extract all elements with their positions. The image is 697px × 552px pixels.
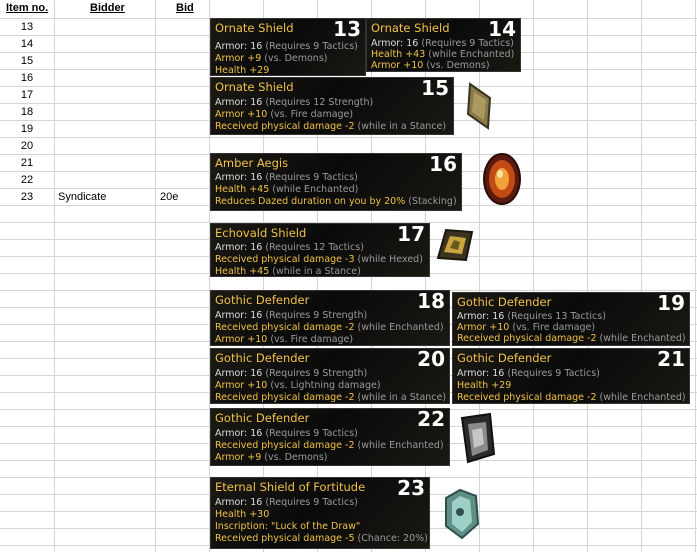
item-card-21[interactable] — [452, 348, 690, 404]
cell-item-no[interactable]: 14 — [20, 38, 34, 50]
item-number: 14 — [488, 18, 516, 41]
stat-condition: (while Enchanted) — [428, 49, 515, 60]
stat-modifier: Received physical damage -2 — [215, 121, 358, 132]
stat-condition: (while Enchanted) — [599, 392, 686, 403]
stat-requirement: (Requires 9 Tactics) — [265, 497, 358, 508]
header-bidder[interactable]: Bidder — [90, 2, 125, 14]
stat-requirement: (Requires 13 Tactics) — [507, 311, 606, 322]
stat-armor: Armor: 16 — [457, 311, 508, 322]
stat-modifier: Received physical damage -2 — [215, 392, 358, 403]
item-card-19[interactable] — [452, 292, 690, 346]
grid-line — [533, 0, 534, 552]
item-card-13[interactable] — [210, 18, 366, 76]
stat-modifier: Armor +10 — [457, 322, 513, 333]
cell-item-no[interactable]: 16 — [20, 72, 34, 84]
stat-inscription: Inscription: "Luck of the Draw" — [215, 521, 361, 532]
stat-condition: (while in a Stance) — [272, 266, 361, 277]
stat-requirement: (Requires 9 Strength) — [265, 368, 368, 379]
cell-item-no[interactable]: 19 — [20, 123, 34, 135]
stat-condition: (while Enchanted) — [357, 322, 444, 333]
item-card-23[interactable] — [210, 477, 430, 549]
stat-condition: (while Enchanted) — [272, 184, 359, 195]
item-number: 16 — [429, 153, 457, 176]
grid-line — [695, 0, 696, 552]
stat-modifier: Received physical damage -2 — [215, 322, 358, 333]
item-number: 18 — [417, 290, 445, 313]
cell-bidder[interactable]: Syndicate — [58, 191, 107, 203]
stat-modifier: Received physical damage -5 — [215, 533, 358, 544]
item-number: 21 — [657, 348, 685, 371]
cell-item-no[interactable]: 13 — [20, 21, 34, 33]
stat-condition: (Chance: 20%) — [357, 533, 428, 544]
item-title: Ornate Shield — [215, 21, 294, 35]
stat-requirement: (Requires 12 Strength) — [265, 97, 374, 108]
cell-item-no[interactable]: 18 — [20, 106, 34, 118]
cell-item-no[interactable]: 15 — [20, 55, 34, 67]
item-number: 23 — [397, 477, 425, 500]
header-item-no[interactable]: Item no. — [6, 2, 49, 14]
eternal-shield-icon[interactable] — [440, 486, 482, 542]
echovald-shield-icon[interactable] — [432, 222, 478, 268]
stat-modifier: Received physical damage -2 — [215, 440, 358, 451]
stat-condition: (vs. Demons) — [264, 53, 328, 64]
item-number: 17 — [397, 223, 425, 246]
item-title: Gothic Defender — [457, 295, 552, 309]
stat-armor: Armor: 16 — [215, 41, 266, 52]
stat-condition: (vs. Fire damage) — [512, 322, 596, 333]
stat-condition: (while in a Stance) — [357, 392, 447, 403]
item-title: Eternal Shield of Fortitude — [215, 480, 366, 494]
stat-armor: Armor: 16 — [457, 368, 508, 379]
item-number: 22 — [417, 408, 445, 431]
stat-requirement: (Requires 9 Tactics) — [507, 368, 600, 379]
stat-modifier: Reduces Dazed duration on you by 20% — [215, 196, 409, 207]
grid-line — [155, 0, 156, 552]
stat-modifier: Received physical damage -2 — [457, 333, 600, 344]
stat-modifier: Health +45 — [215, 184, 273, 195]
stat-armor: Armor: 16 — [371, 38, 422, 49]
stat-condition: (vs. Demons) — [426, 60, 490, 71]
stat-requirement: (Requires 9 Tactics) — [265, 41, 358, 52]
stat-armor: Armor: 16 — [215, 368, 266, 379]
item-card-15[interactable] — [210, 77, 454, 135]
stat-condition: (while in a Stance) — [357, 121, 447, 132]
cell-item-no[interactable]: 22 — [20, 174, 34, 186]
stat-modifier: Health +43 — [371, 49, 429, 60]
item-card-14[interactable] — [366, 18, 521, 72]
item-title: Echovald Shield — [215, 226, 307, 240]
header-bid[interactable]: Bid — [176, 2, 194, 14]
stat-armor: Armor: 16 — [215, 310, 266, 321]
stat-condition: (vs. Demons) — [264, 452, 328, 463]
item-card-17[interactable] — [210, 223, 430, 277]
stat-condition: (while Hexed) — [357, 254, 423, 265]
stat-condition: (vs. Fire damage) — [270, 334, 354, 345]
item-title: Gothic Defender — [215, 351, 310, 365]
cell-item-no[interactable]: 21 — [20, 157, 34, 169]
item-title: Gothic Defender — [457, 351, 552, 365]
stat-condition: (while Enchanted) — [357, 440, 444, 451]
item-card-18[interactable] — [210, 290, 450, 346]
stat-modifier: Health +30 — [215, 509, 270, 520]
stat-armor: Armor: 16 — [215, 428, 266, 439]
grid-line — [587, 0, 588, 552]
grid-line — [641, 0, 642, 552]
item-number: 15 — [421, 77, 449, 100]
stat-modifier: Health +45 — [215, 266, 273, 277]
item-title: Ornate Shield — [371, 21, 450, 35]
stat-modifier: Armor +10 — [215, 334, 271, 345]
stat-armor: Armor: 16 — [215, 497, 266, 508]
item-number: 19 — [657, 292, 685, 315]
item-card-16[interactable] — [210, 153, 462, 211]
item-title: Gothic Defender — [215, 411, 310, 425]
item-title: Amber Aegis — [215, 156, 289, 170]
stat-requirement: (Requires 9 Tactics) — [265, 172, 358, 183]
item-title: Gothic Defender — [215, 293, 310, 307]
stat-condition: (while Enchanted) — [599, 333, 686, 344]
item-number: 13 — [333, 18, 361, 41]
cell-item-no[interactable]: 23 — [20, 191, 34, 203]
stat-armor: Armor: 16 — [215, 97, 266, 108]
stat-requirement: (Requires 12 Tactics) — [265, 242, 364, 253]
gothic-defender-icon[interactable] — [454, 410, 500, 466]
stat-modifier: Armor +9 — [215, 452, 265, 463]
ornate-shield-icon[interactable] — [462, 80, 496, 132]
stat-modifier: Health +29 — [457, 380, 512, 391]
stat-requirement: (Requires 9 Tactics) — [265, 428, 358, 439]
stat-modifier: Armor +10 — [215, 380, 271, 391]
stat-modifier: Health +29 — [215, 65, 270, 76]
cell-item-no[interactable]: 20 — [20, 140, 34, 152]
item-card-20[interactable] — [210, 348, 450, 404]
cell-bid[interactable]: 20e — [160, 191, 179, 203]
cell-item-no[interactable]: 17 — [20, 89, 34, 101]
stat-armor: Armor: 16 — [215, 242, 266, 253]
stat-modifier: Armor +10 — [371, 60, 427, 71]
stat-armor: Armor: 16 — [215, 172, 266, 183]
amber-aegis-icon[interactable] — [480, 150, 524, 208]
stat-modifier: Armor +9 — [215, 53, 265, 64]
stat-modifier: Armor +10 — [215, 109, 271, 120]
item-number: 20 — [417, 348, 445, 371]
grid-line — [54, 0, 55, 552]
stat-modifier: Received physical damage -2 — [457, 392, 600, 403]
stat-requirement: (Requires 9 Strength) — [265, 310, 368, 321]
stat-requirement: (Requires 9 Tactics) — [421, 38, 514, 49]
stat-condition: (Stacking) — [408, 196, 457, 207]
stat-condition: (vs. Fire damage) — [270, 109, 354, 120]
item-card-22[interactable] — [210, 408, 450, 466]
stat-condition: (vs. Lightning damage) — [270, 380, 381, 391]
item-title: Ornate Shield — [215, 80, 294, 94]
stat-modifier: Received physical damage -3 — [215, 254, 358, 265]
